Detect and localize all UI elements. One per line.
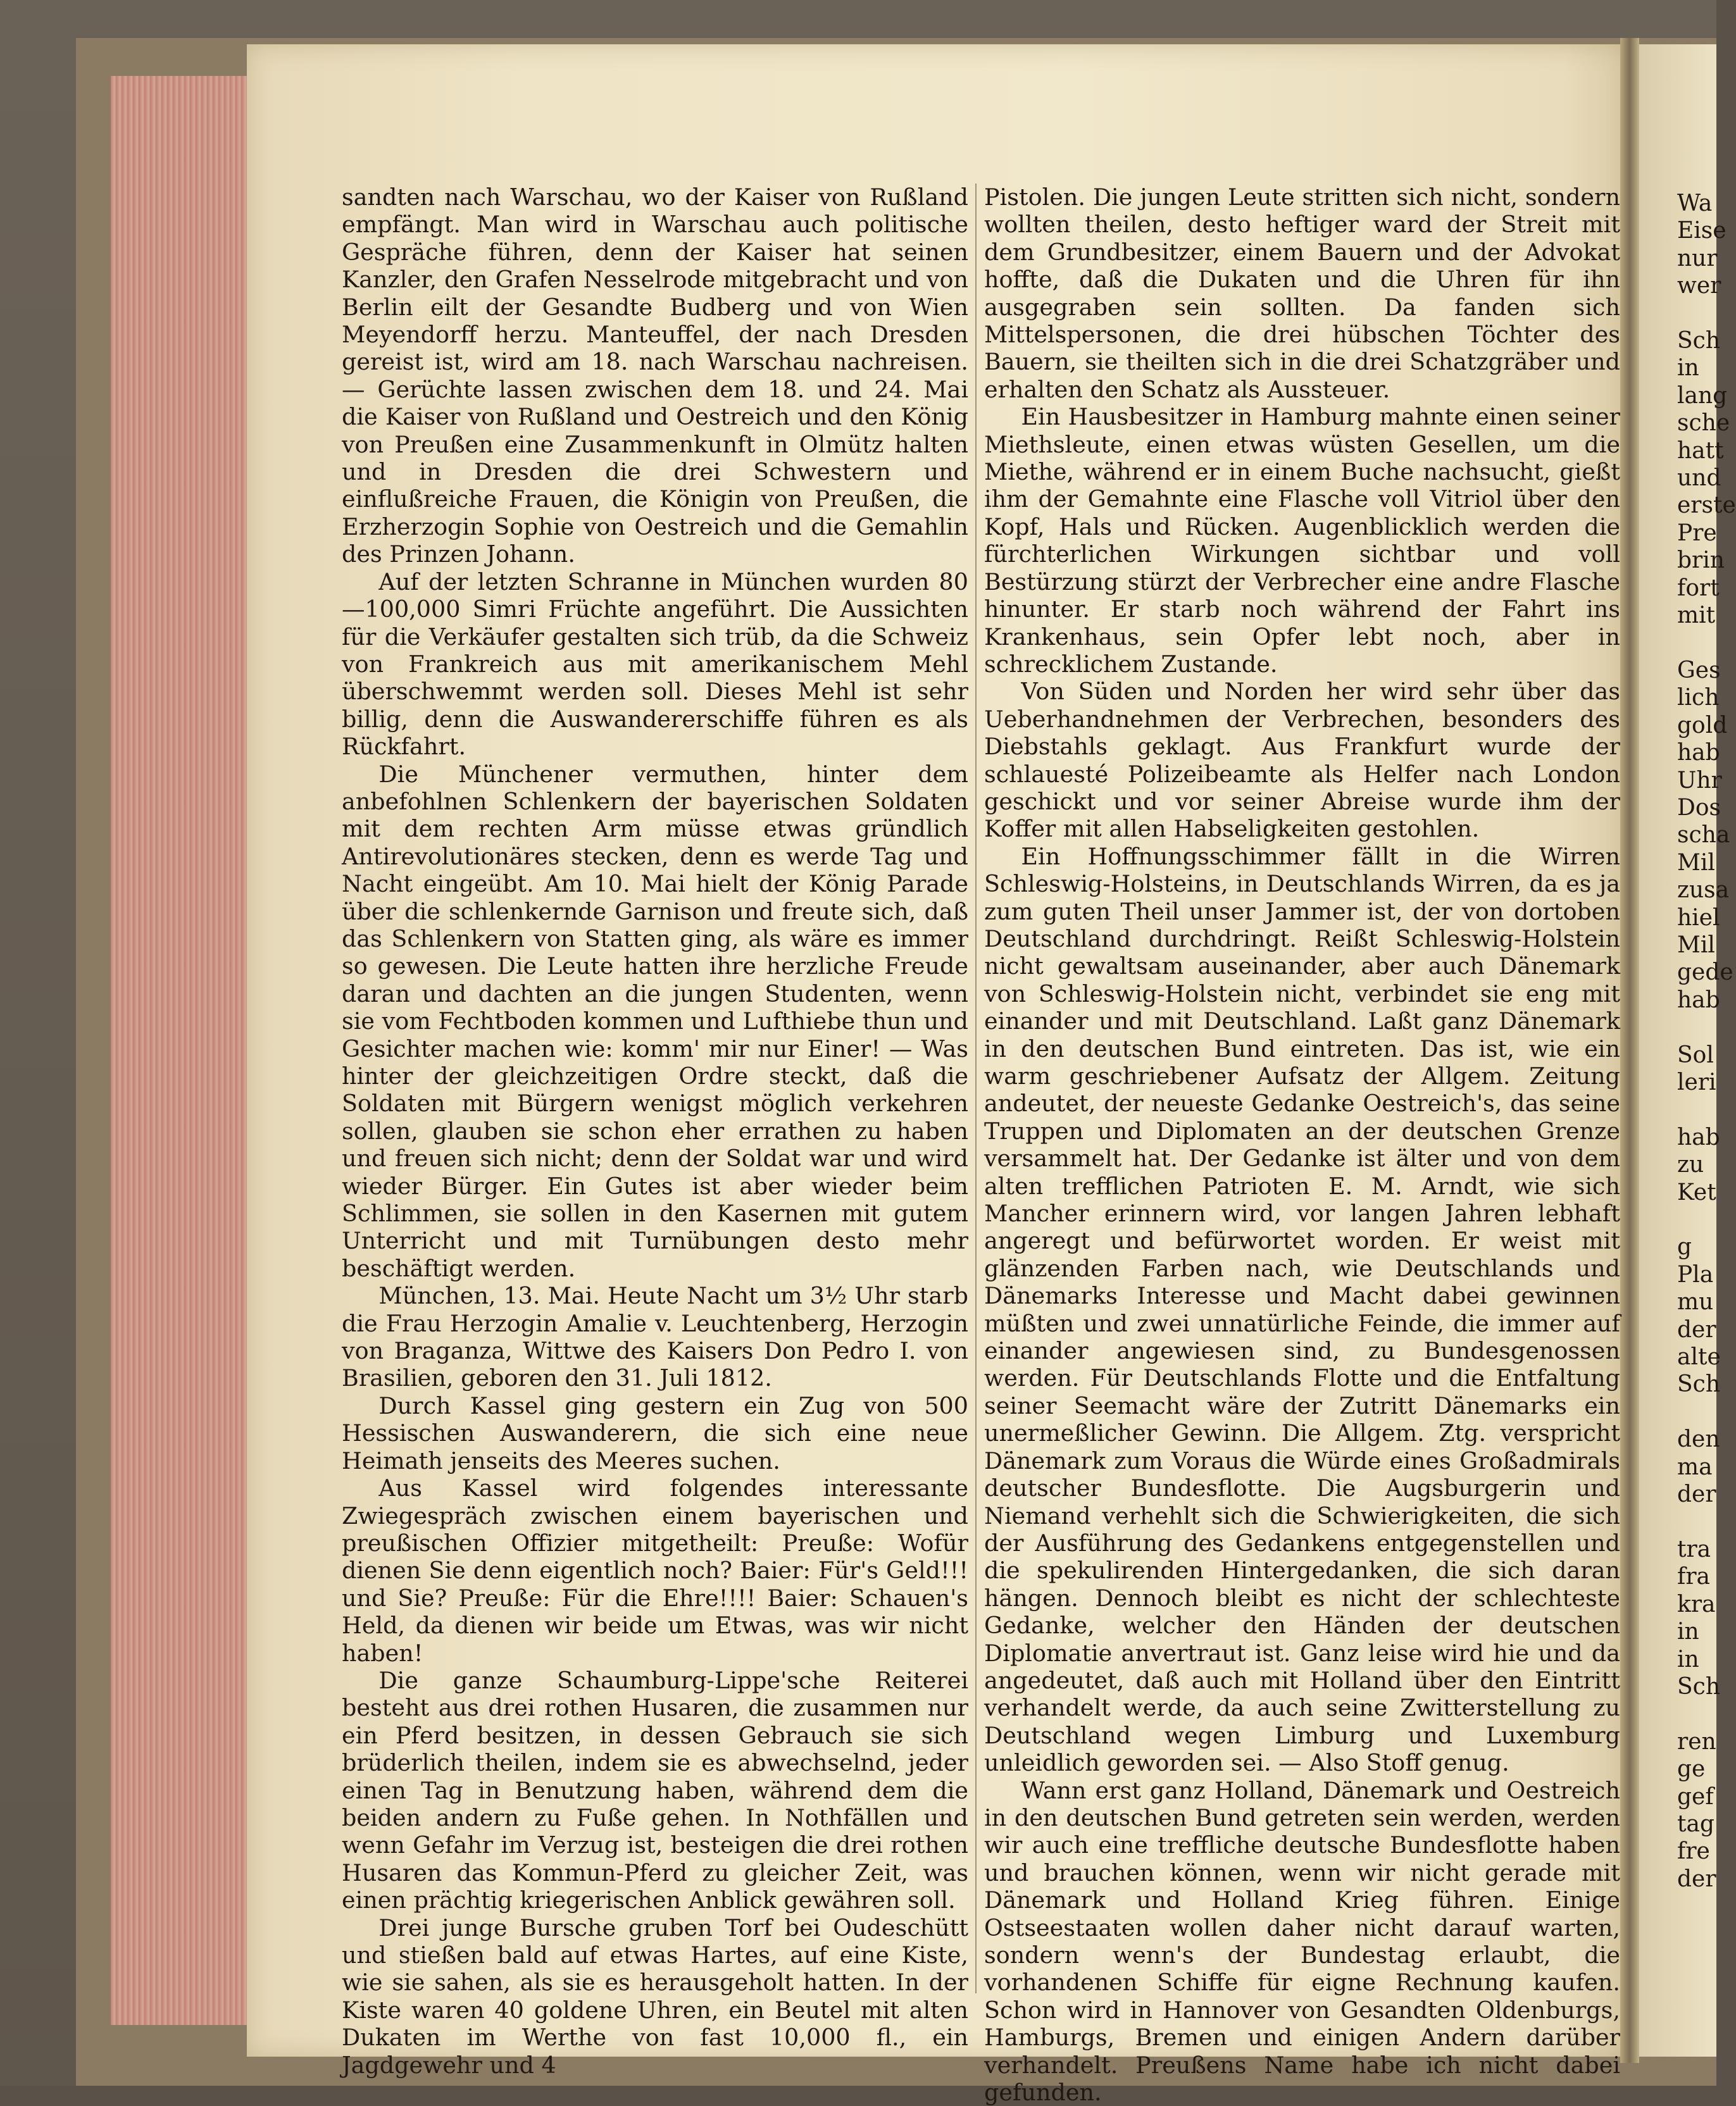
column-divider bbox=[975, 184, 977, 1993]
book-gutter bbox=[1620, 38, 1639, 2063]
paragraph: Drei junge Bursche gruben Torf bei Oudeschütt und stießen bald auf etwas Hartes, auf eine Kiste, wie sie sahen, als sie es herausgeholt hatten. In der Kiste waren 40 goldene Uhren, ein Beutel mit alten Dukaten im Werthe von fast 10,000 fl., ein Jagdgewehr und 4 bbox=[342, 1914, 968, 2079]
paragraph: Ein Hausbesitzer in Hamburg mahnte einen seiner Miethsleute, einen etwas wüsten Gesellen, um die Miethe, während er in einem Buche nachsucht, gießt ihm der Gemahnte eine Flasche voll Vitriol über den Kopf, Hals und Rücken. Augenblicklich werden die fürchterlichen Wirkungen sichtbar und voll Bestürzung stürzt der Verbrecher eine andre Flasche hinunter. Er starb noch während der Fahrt ins Krankenhaus, sein Opfer lebt noch, aber in schrecklichem Zustande. bbox=[984, 403, 1620, 678]
adjacent-page-text: Wa Eise nur wer Sch in lang sche hatt und erste Pre brin fort mit Ges lich gold hab Uhr Dos scha Mil zusa hiel Mil gede hab Sol leri hab zu Ket g Pla mu der alte Sch den ma der tra fra kra in in Sch ren ge gef tag fre der bbox=[1677, 190, 1736, 1892]
paragraph: Ein Hoffnungsschimmer fällt in die Wirren Schleswig-Holsteins, in Deutschlands Wirren, da es ja zum guten Theil unser Jammer ist, der von dortoben Deutschland durchdringt. Reißt Schleswig-Holstein nicht gewaltsam auseinander, aber auch Dänemark von Schleswig-Holstein nicht, verbindet sie eng mit einander und mit Deutschland. Laßt ganz Dänemark in den deutschen Bund eintreten. Das ist, wie ein warm geschriebener Aufsatz der Allgem. Zeitung andeutet, der neueste Gedanke Oestreich's, das seine Truppen und Diplomaten an der deutschen Grenze versammelt hat. Der Gedanke ist älter und von dem alten trefflichen Patrioten E. M. Arndt, wie sich Mancher erinnern wird, vor langen Jahren lebhaft angeregt und befürwortet worden. Er weist mit glänzenden Farben nach, wie Deutschlands und Dänemarks Interesse und Macht dabei gewinnen müßten und zwei unnatürliche Feinde, die immer auf einander angewiesen sind, zu Bundesgenossen werden. Für Deutschlands Flotte und die Entfaltung seiner Seemacht wäre der Zutritt Dänemarks ein unermeßlicher Gewinn. Die Allgem. Ztg. verspricht Dänemark zum Voraus die Würde eines Großadmirals deutscher Bundesflotte. Die Augsburgerin und Niemand verhehlt sich die Schwierigkeiten, die sich der Ausführung des Gedankens entgegenstellen und die spekulirenden Hintergedanken, die sich daran hängen. Dennoch bleibt es nicht der schlechteste Gedanke, welcher den Händen der deutschen Diplomatie anvertraut ist. Ganz leise wird hie und da angedeutet, daß auch mit Holland über den Eintritt verhandelt werde, da auch seine Zwitterstellung zu Deutschland wegen Limburg und Luxemburg unleidlich geworden sei. — Also Stoff genug. bbox=[984, 842, 1620, 1777]
paragraph: München, 13. Mai. Heute Nacht um 3½ Uhr starb die Frau Herzogin Amalie v. Leuchtenberg, Herzogin von Braganza, Wittwe des Kaisers Don Pedro I. von Brasilien, geboren den 31. Juli 1812. bbox=[342, 1282, 968, 1392]
paragraph: Die Münchener vermuthen, hinter dem anbefohlnen Schlenkern der bayerischen Soldaten mit dem rechten Arm müsse etwas gründlich Antirevolutionäres stecken, denn es werde Tag und Nacht eingeübt. Am 10. Mai hielt der König Parade über die schlenkernde Garnison und freute sich, daß das Schlenkern von Statten ging, als wäre es immer so gewesen. Die Leute hatten ihre herzliche Freude daran und dachten an die jungen Studenten, wenn sie vom Fechtboden kommen und Lufthiebe thun und Gesichter machen wie: komm' mir nur Einer! — Was hinter der gleichzeitigen Ordre steckt, daß die Soldaten mit Bürgern wenigst möglich verkehren sollen, glauben sie schon eher errathen zu haben und freuen sich nicht; denn der Soldat war und wird wieder Bürger. Ein Gutes ist aber wieder beim Schlimmen, sie sollen in den Kasernen mit gutem Unterricht und mit Turnübungen desto mehr beschäftigt werden. bbox=[342, 760, 968, 1282]
paragraph: Auf der letzten Schranne in München wurden 80—100,000 Simri Früchte angeführt. Die Aussichten für die Verkäufer gestalten sich trüb, da die Schweiz von Frankreich aus mit amerikanischem Mehl überschwemmt werden soll. Dieses Mehl ist sehr billig, denn die Auswandererschiffe führen es als Rückfahrt. bbox=[342, 568, 968, 761]
paragraph: sandten nach Warschau, wo der Kaiser von Rußland empfängt. Man wird in Warschau auch politische Gespräche führen, denn der Kaiser hat seinen Kanzler, den Grafen Nesselrode mitgebracht und von Berlin eilt der Gesandte Budberg und von Wien Meyendorff herzu. Manteuffel, der nach Dresden gereist ist, wird am 18. nach Warschau nachreisen. — Gerüchte lassen zwischen dem 18. und 24. Mai die Kaiser von Rußland und Oestreich und den König von Preußen eine Zusammenkunft in Olmütz halten und in Dresden die drei Schwestern und einflußreiche Frauen, die Königin von Preußen, die Erzherzogin Sophie von Oestreich und die Gemahlin des Prinzen Johann. bbox=[342, 184, 968, 568]
paragraph: Aus Kassel wird folgendes interessante Zwiegespräch zwischen einem bayerischen und preußischen Offizier mitgetheilt: Preuße: Wofür dienen Sie denn eigentlich noch? Baier: Für's Geld!!! und Sie? Preuße: Für die Ehre!!!! Baier: Schauen's Held, da dienen wir beide um Etwas, was wir nicht haben! bbox=[342, 1474, 968, 1667]
paragraph: Von Süden und Norden her wird sehr über das Ueberhandnehmen der Verbrechen, besonders des Diebstahls geklagt. Aus Frankfurt wurde der schlauesté Polizeibeamte als Helfer nach London geschickt und vor seiner Abreise wurde ihm der Koffer mit allen Habseligkeiten gestohlen. bbox=[984, 678, 1620, 843]
paragraph: Pistolen. Die jungen Leute stritten sich nicht, sondern wollten theilen, desto heftiger ward der Streit mit dem Grundbesitzer, einem Bauern und der Advokat hoffte, daß die Dukaten und die Uhren für ihn ausgegraben sein sollten. Da fanden sich Mittelspersonen, die drei hübschen Töchter des Bauern, sie theilten sich in die drei Schatzgräber und erhalten den Schatz als Aussteuer. bbox=[984, 184, 1620, 403]
paragraph: Wann erst ganz Holland, Dänemark und Oestreich in den deutschen Bund getreten sein werden, werden wir auch eine treffliche deutsche Bundesflotte haben und brauchen können, wenn wir nicht gerade mit Dänemark und Holland Krieg führen. Einige Ostseestaaten wollen daher nicht darauf warten, sondern wenn's der Bundestag erlaubt, die vorhandenen Schiffe für eigne Rechnung kaufen. Schon wird in Hannover von Gesandten Oldenburgs, Hamburgs, Bremen und einigen Andern darüber verhandelt. Preußens Name habe ich nicht dabei gefunden. bbox=[984, 1776, 1620, 2106]
paragraph: Durch Kassel ging gestern ein Zug von 500 Hessischen Auswanderern, die sich eine neue Heimath jenseits des Meeres suchen. bbox=[342, 1392, 968, 1474]
paragraph: Die ganze Schaumburg-Lippe'sche Reiterei besteht aus drei rothen Husaren, die zusammen nur ein Pferd besitzen, in dessen Gebrauch sie sich brüderlich theilen, indem sie es abwechselnd, jeder einen Tag in Benutzung haben, während dem die beiden andern zu Fuße gehen. In Nothfällen und wenn Gefahr im Verzug ist, besteigen die drei rothen Husaren das Kommun-Pferd zu gleicher Zeit, was einen prächtig kriegerischen Anblick gewähren soll. bbox=[342, 1666, 968, 1914]
right-column bbox=[984, 184, 1620, 2106]
left-column bbox=[342, 184, 968, 2079]
red-page-edges bbox=[111, 76, 256, 2025]
